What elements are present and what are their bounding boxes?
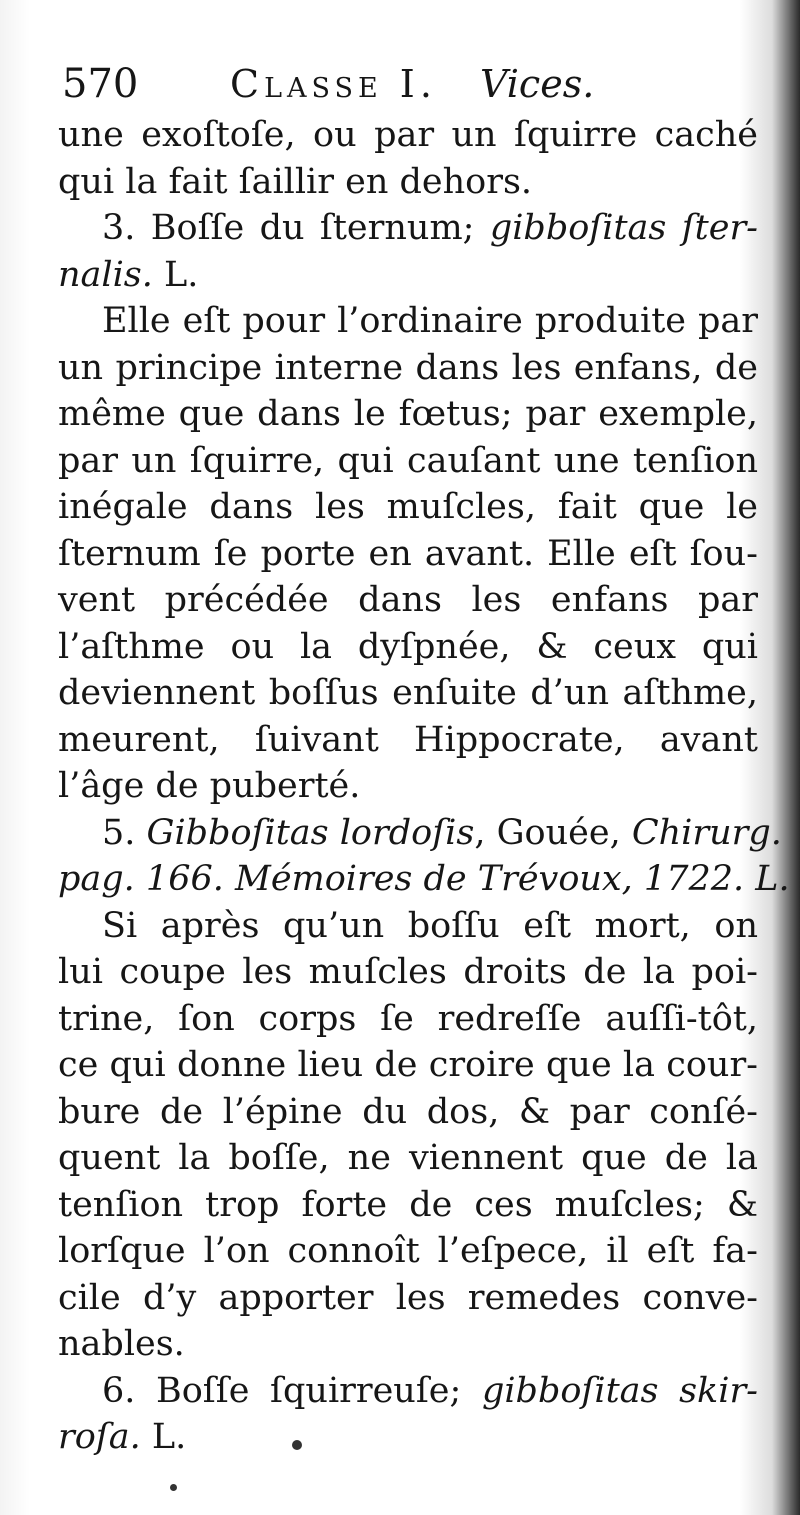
entry-heading-reference: Chirurg. [631,812,782,853]
body-text [58,112,790,1461]
entry-reference: pag. 166. Mémoires de Trévoux, 1722. L. [58,859,790,899]
entry-heading [58,810,782,857]
entry-heading-roman: L. [140,1417,187,1457]
entry-heading-latin: roſa. [58,1417,141,1457]
entry-heading-roman: L. [152,254,199,295]
text-line: vent précédée dans les enfans par [58,580,758,620]
text-line: l’aſthme ou la dyſpnée, & ceux qui [58,626,758,667]
entry-heading-continued [58,252,758,299]
text-line: cile d’y apporter les remedes conve- [58,1277,758,1318]
entry-heading-roman: , Gouée, [474,812,632,853]
entry-heading-latin: nalis. [58,254,153,295]
text-line: trine, ſon corps ſe redreſſe auſſi-tôt, [58,998,758,1039]
text-line: lui coupe les muſcles droits de la poi- [58,952,758,992]
text-line: un principe interne dans les enfans, de [58,347,758,388]
text-line: même que dans le fœtus; par exemple, [58,394,758,434]
entry-heading [58,205,758,252]
text-line: meurent, ſuivant Hippocrate, avant [58,719,758,760]
text-line: ce qui donne lieu de croire que la cour- [58,1045,758,1085]
entry-heading-continued [58,1414,758,1461]
text-line: tenſion trop forte de ces muſcles; & [58,1184,758,1225]
ink-speck [292,1440,302,1450]
text-line: lorſque l’on connoît l’eſpece, il eſt fa- [58,1231,758,1271]
running-head-italic: Vices. [480,62,595,106]
running-head: Classe I. [230,62,437,106]
entry-heading-roman: 3. Boſſe du ſternum; [102,208,490,248]
ink-speck [170,1484,177,1491]
text-line: Si après qu’un boſſu eſt mort, on [102,905,758,946]
page-number: 570 [62,61,139,107]
text-line: inégale dans les muſcles, fait que le [58,487,758,527]
text-line: nables. [58,1324,185,1364]
text-line: deviennent boſſus enſuite d’un aſthme, [58,673,758,713]
entry-heading-latin: gibboſitas ſter- [489,208,759,248]
text-line: quent la boſſe, ne viennent que de la [58,1138,758,1178]
text-line: ſternum ſe porte en avant. Elle eſt ſou- [58,533,758,574]
page-header [62,56,602,112]
text-line: qui la fait ſaillir en dehors. [58,161,533,202]
text-line: une exoſtoſe, ou par un ſquirre caché [58,115,758,155]
text-line: Elle eſt pour l’ordinaire produite par [102,301,758,341]
entry-heading-roman: 6. Boſſe ſquirreuſe; [102,1370,482,1411]
text-line: bure de l’épine du dos, & par conſé- [58,1091,758,1132]
text-line: l’âge de puberté. [58,766,361,806]
entry-heading-latin: Gibboſitas lordoſis [146,812,475,853]
entry-heading-roman: 5. [102,812,147,853]
entry-heading-latin: gibboſitas skir- [481,1370,758,1411]
text-line: par un ſquirre, qui cauſant une tenſion [58,440,758,481]
entry-heading [58,1368,758,1415]
